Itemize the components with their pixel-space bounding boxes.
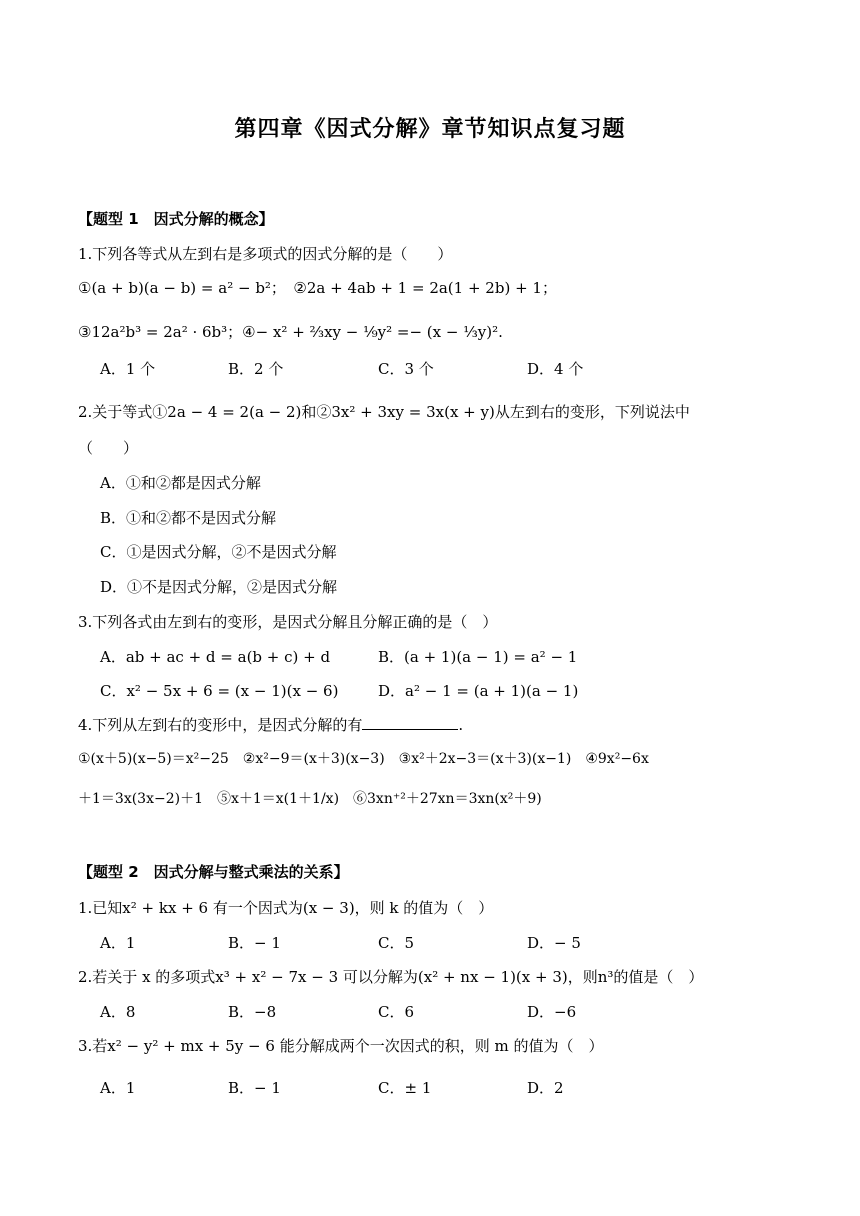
q2-option-d: D．①不是因式分解，②是因式分解 xyxy=(100,578,338,596)
s2-q2-option-d: D．−6 xyxy=(527,1003,577,1021)
q3-option-b: B．(a + 1)(a − 1) = a² − 1 xyxy=(378,648,578,666)
q3-stem: 3.下列各式由左到右的变形，是因式分解且分解正确的是（ ） xyxy=(78,613,498,631)
s2-q3-option-a: A．1 xyxy=(100,1079,136,1097)
q2-stem: 2.关于等式①2a − 4 = 2(a − 2)和②3x² + 3xy = 3x(x + y)从左到右的变形，下列说法中 xyxy=(78,403,690,421)
s2-q1-option-c: C．5 xyxy=(378,934,415,952)
s2-q3-option-c: C．± 1 xyxy=(378,1079,432,1097)
q3-option-d: D．a² − 1 = (a + 1)(a − 1) xyxy=(378,682,579,700)
q1-option-a: A．1 个 xyxy=(100,360,156,378)
s2-q3-option-b: B．− 1 xyxy=(228,1079,281,1097)
s2-q3-stem: 3.若x² − y² + mx + 5y − 6 能分解成两个一次因式的积，则 m 的值为（ ） xyxy=(78,1037,604,1055)
q1-stem: 1.下列各等式从左到右是多项式的因式分解的是（ ） xyxy=(78,245,453,263)
s2-q2-stem: 2.若关于 x 的多项式x³ + x² − 7x − 3 可以分解为(x² + nx − 1)(x + 3)，则n³的值是（ ） xyxy=(78,968,704,986)
s2-q3-option-d: D．2 xyxy=(527,1079,564,1097)
page-title: 第四章《因式分解》章节知识点复习题 xyxy=(234,117,626,142)
s2-q1-stem: 1.已知x² + kx + 6 有一个因式为(x − 3)，则 k 的值为（ ） xyxy=(78,899,494,917)
q2-option-a: A．①和②都是因式分解 xyxy=(100,474,261,492)
q1-line1: ①(a + b)(a − b) = a² − b²； ②2a + 4ab + 1 = 2a(1 + 2b) + 1； xyxy=(78,279,557,297)
section-heading-2: 【题型 2 因式分解与整式乘法的关系】 xyxy=(78,863,349,881)
s2-q2-option-b: B．−8 xyxy=(228,1003,277,1021)
q2-stem-paren: （ ） xyxy=(78,439,139,457)
section-heading-1: 【题型 1 因式分解的概念】 xyxy=(78,210,274,228)
s2-q1-option-a: A．1 xyxy=(100,934,136,952)
q4-line1: ①(x＋5)(x−5)＝x²−25 ②x²−9＝(x＋3)(x−3) ③x²＋2x−3＝(x＋3)(x−1) ④9x²−6x xyxy=(78,751,649,767)
q1-option-c: C．3 个 xyxy=(378,360,434,378)
s2-q2-option-a: A．8 xyxy=(100,1003,136,1021)
q1-option-b: B．2 个 xyxy=(228,360,284,378)
answer-blank xyxy=(362,713,458,730)
s2-q1-option-b: B．− 1 xyxy=(228,934,281,952)
q2-option-c: C．①是因式分解，②不是因式分解 xyxy=(100,543,337,561)
q3-option-a: A．ab + ac + d = a(b + c) + d xyxy=(100,648,331,666)
q4-stem: 4.下列从左到右的变形中，是因式分解的有 xyxy=(78,716,363,734)
s2-q2-option-c: C．6 xyxy=(378,1003,415,1021)
q4-stem-row xyxy=(78,713,463,737)
s2-q1-option-d: D．− 5 xyxy=(527,934,581,952)
q2-option-b: B．①和②都不是因式分解 xyxy=(100,509,277,527)
q1-line2: ③12a²b³ = 2a² · 6b³；④− x² + ⅔xy − ⅑y² =− (x − ⅓y)². xyxy=(78,323,503,341)
q4-period: . xyxy=(458,716,464,734)
q4-line2: ＋1＝3x(3x−2)＋1 ⑤x＋1＝x(1＋1/x) ⑥3xn⁺²＋27xn＝3xn(x²＋9) xyxy=(78,791,542,807)
q1-option-d: D．4 个 xyxy=(527,360,584,378)
q3-option-c: C．x² − 5x + 6 = (x − 1)(x − 6) xyxy=(100,682,339,700)
